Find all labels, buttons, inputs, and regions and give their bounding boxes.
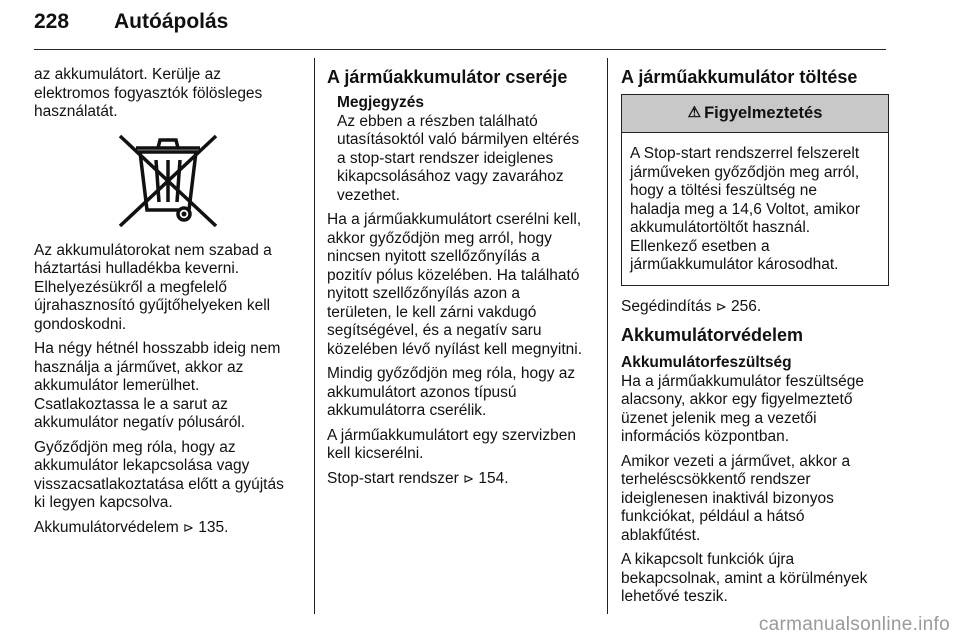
section-heading: A járműakkumulátor cseréje — [327, 67, 568, 87]
column-middle — [327, 66, 595, 494]
warning-title: Figyelmeztetés — [704, 104, 823, 123]
page-number: 228 — [34, 10, 70, 33]
column-right — [621, 66, 889, 613]
warning-icon: ⚠ — [687, 104, 702, 122]
battery-type-paragraph: Mindig győződjön meg róla, hogy az akkumulátort azonos típusú akkumulátorra cserélik. — [327, 365, 576, 419]
intro-paragraph: az akkumulátort. Kerülje az elektromos fogyasztók fölösleges használatát. — [34, 66, 263, 120]
note-box: Megjegyzés Az ebben a részben található utasításoktól való bármilyen eltérés a stop-start rendszer ideiglenes kikapcsolásához vagy zavarához vezethet. — [327, 94, 595, 205]
warning-box — [621, 94, 889, 286]
reenable-paragraph: A kikapcsolt funkciók újra bekapcsolnak, amint a körülmények lehetővé teszik. — [621, 551, 868, 605]
cross-reference[interactable]: Stop-start rendszer ⊳ 154. — [327, 469, 509, 487]
workshop-paragraph: A járműakkumulátort egy szervizben kell kicserélni. — [327, 426, 576, 462]
column-left — [34, 66, 302, 543]
reference-arrow-icon: ⊳ — [715, 298, 727, 314]
watermark: carmanualsonline.info — [758, 614, 950, 635]
storage-paragraph: Ha négy hétnél hosszabb ideig nem használja a járművet, akkor az akkumulátor lemerülhet. Csatlakoztassa le a sarut az akkumulátor negatív pólusáról. — [34, 340, 281, 431]
reference-arrow-icon: ⊳ — [183, 519, 194, 535]
chapter-title: Autóápolás — [114, 10, 229, 33]
page-header — [34, 4, 886, 50]
reference-arrow-icon: ⊳ — [463, 470, 475, 486]
crossed-bin-icon — [34, 130, 302, 230]
ignition-paragraph: Győződjön meg róla, hogy az akkumulátor lekapcsolása vagy visszacsatlakoztatása előtt a gyújtás ki legyen kapcsolva. — [34, 438, 284, 511]
cross-reference[interactable]: Segédindítás ⊳ 256. — [621, 297, 762, 315]
note-title: Megjegyzés — [337, 94, 425, 111]
load-shedding-paragraph: Amikor vezeti a járművet, akkor a terheléscsökkentő rendszer ideiglenesen inaktivál bizonyos funkciókat, például a hátsó ablakfűtést. — [621, 452, 851, 544]
section-heading: A járműakkumulátor töltése — [621, 67, 858, 87]
warning-body: A Stop-start rendszerrel felszerelt járműveken győződjön meg arról, hogy a töltési feszültség ne haladja meg a 14,6 Voltot, amikor akkumulátortöltőt használ. Ellenkező esetben a járműakkumulátor károsodhat. — [630, 145, 861, 273]
section-heading: Akkumulátorvédelem — [621, 325, 804, 345]
cross-reference[interactable]: Akkumulátorvédelem ⊳ 135. — [34, 518, 229, 536]
replace-paragraph: Ha a járműakkumulátort cserélni kell, akkor győződjön meg arról, hogy nincsen nyitott szellőzőnyílás a pozitív pólus közelében. Ha található nyitott szellőzőnyílás azon a területen, le kell zárni vakdugó segítségével, és a negatív saru közelében lévő nyílást kell megnyitni. — [327, 211, 583, 358]
warning-header — [622, 95, 888, 133]
column-divider — [314, 58, 315, 614]
voltage-paragraph: Ha a járműakkumulátor feszültsége alacsony, akkor egy figyelmeztető üzenet jelenik meg a vezetői információs központban. — [621, 372, 864, 445]
column-divider — [607, 58, 608, 614]
subheading: Akkumulátorfeszültség — [621, 354, 792, 371]
disposal-paragraph: Az akkumulátorokat nem szabad a háztartási hulladékba keverni. Elhelyezésükről a megfelelő újrahasznosító gyűjtőhelyeken kell gondoskodni. — [34, 241, 272, 333]
